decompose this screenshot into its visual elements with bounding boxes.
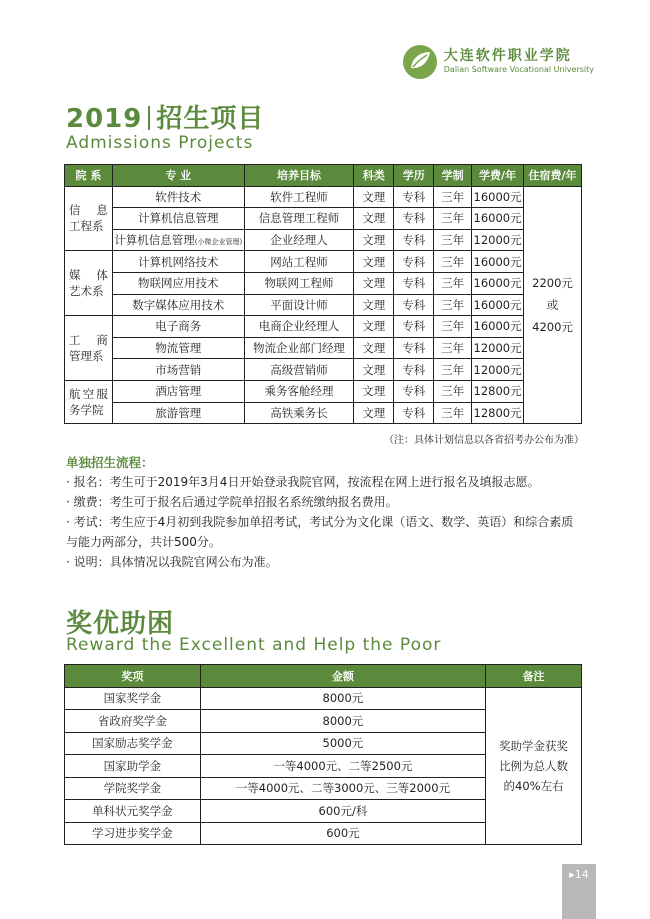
award-cell: 国家助学金 (65, 755, 201, 778)
admissions-table (64, 164, 582, 424)
remark-cell (486, 687, 582, 845)
table-row (65, 402, 582, 424)
major-cell: 电子商务 (112, 316, 244, 338)
process-item: · 报名：考生可于2019年3月4日开始登录我院官网，按流程在网上进行报名及填报志愿。 (66, 475, 540, 489)
goal-cell: 软件工程师 (244, 186, 354, 208)
logo-chinese-name: 大连软件职业学院 (443, 48, 572, 64)
category-cell: 文理 (354, 186, 394, 208)
reward-table (64, 664, 582, 845)
degree-cell: 专科 (394, 402, 434, 424)
tuition-cell: 12000元 (472, 359, 524, 381)
amount-cell: 600元 (200, 822, 485, 845)
header-cell: 金额 (200, 665, 485, 688)
header-cell: 学制 (434, 165, 472, 187)
award-cell: 国家奖学金 (65, 687, 201, 710)
department-cell: 工 商 管理系 (65, 316, 113, 381)
table-header-row (65, 165, 582, 187)
process-item: · 说明：具体情况以我院官网公布为准。 (66, 555, 278, 569)
header-cell: 奖项 (65, 665, 201, 688)
header-cell: 培养目标 (244, 165, 354, 187)
amount-cell: 一等4000元、二等2500元 (200, 755, 485, 778)
duration-cell: 三年 (434, 272, 472, 294)
duration-cell: 三年 (434, 380, 472, 402)
table-row (65, 359, 582, 381)
table-row (65, 380, 582, 402)
duration-cell: 三年 (434, 402, 472, 424)
header-cell: 学历 (394, 165, 434, 187)
reward-title: 奖优助困 (66, 609, 175, 639)
reward-subtitle: Reward the Excellent and Help the Poor (66, 635, 442, 655)
goal-cell: 物联网工程师 (244, 272, 354, 294)
category-cell: 文理 (354, 359, 394, 381)
table-row (65, 687, 582, 710)
tuition-cell: 16000元 (472, 251, 524, 273)
table-row (65, 186, 582, 208)
duration-cell: 三年 (434, 208, 472, 230)
tuition-cell: 16000元 (472, 294, 524, 316)
tuition-cell: 16000元 (472, 272, 524, 294)
goal-cell: 高级营销师 (244, 359, 354, 381)
award-cell: 国家励志奖学金 (65, 732, 201, 755)
tuition-cell: 12800元 (472, 402, 524, 424)
duration-cell: 三年 (434, 186, 472, 208)
remark-line: 奖助学金获奖 (499, 738, 569, 753)
tuition-cell: 12800元 (472, 380, 524, 402)
degree-cell: 专科 (394, 186, 434, 208)
duration-cell: 三年 (434, 337, 472, 359)
major-cell: 计算机信息管理 (112, 208, 244, 230)
major-cell: 软件技术 (112, 186, 244, 208)
logo-english-name: Dalian Software Vocational University (443, 65, 594, 74)
category-cell: 文理 (354, 208, 394, 230)
amount-cell: 一等4000元、二等3000元、三等2000元 (200, 777, 485, 800)
table-row (65, 316, 582, 338)
award-cell: 省政府奖学金 (65, 710, 201, 733)
table-row (65, 251, 582, 273)
header-cell: 专 业 (112, 165, 244, 187)
goal-cell: 企业经理人 (244, 229, 354, 251)
tuition-cell: 12000元 (472, 337, 524, 359)
award-cell: 学习进步奖学金 (65, 822, 201, 845)
goal-cell: 物流企业部门经理 (244, 337, 354, 359)
award-cell: 学院奖学金 (65, 777, 201, 800)
degree-cell: 专科 (394, 337, 434, 359)
major-cell: 数字媒体应用技术 (112, 294, 244, 316)
category-cell: 文理 (354, 251, 394, 273)
table-row (65, 294, 582, 316)
remark-line: 比例为总人数 (499, 758, 569, 773)
lodging-or: 或 (546, 297, 559, 312)
major-cell: 物联网应用技术 (112, 272, 244, 294)
duration-cell: 三年 (434, 359, 472, 381)
remark-line: 的40%左右 (503, 778, 564, 793)
header-cell: 住宿费/年 (524, 165, 582, 187)
goal-cell: 网站工程师 (244, 251, 354, 273)
leaf-logo-icon (402, 44, 438, 80)
major-cell: 市场营销 (112, 359, 244, 381)
header-cell: 备注 (486, 665, 582, 688)
degree-cell: 专科 (394, 229, 434, 251)
goal-cell: 电商企业经理人 (244, 316, 354, 338)
process-item: · 考试：考生应于4月初到我院参加单招考试，考试分为文化课（语文、数学、英语）和综合素质与能力两部分，共计500分。 (66, 515, 574, 549)
table-note: （注：具体计划信息以各省招考办公布为准） (384, 435, 584, 446)
major-suffix: (小微企业管理) (194, 238, 243, 247)
college-logo (402, 44, 594, 80)
department-cell: 航空服 务学院 (65, 380, 113, 423)
department-cell: 信 息 工程系 (65, 186, 113, 251)
tuition-cell: 16000元 (472, 208, 524, 230)
category-cell: 文理 (354, 294, 394, 316)
category-cell: 文理 (354, 402, 394, 424)
admissions-subtitle: Admissions Projects (66, 133, 254, 153)
lodging-cell (524, 186, 582, 424)
category-cell: 文理 (354, 337, 394, 359)
admissions-title-text: 招生项目 (156, 104, 265, 134)
tuition-cell: 16000元 (472, 316, 524, 338)
amount-cell: 8000元 (200, 710, 485, 733)
degree-cell: 专科 (394, 380, 434, 402)
degree-cell: 专科 (394, 294, 434, 316)
lodging-option: 4200元 (532, 319, 573, 334)
goal-cell: 乘务客舱经理 (244, 380, 354, 402)
goal-cell: 平面设计师 (244, 294, 354, 316)
category-cell: 文理 (354, 229, 394, 251)
amount-cell: 600元/科 (200, 800, 485, 823)
amount-cell: 8000元 (200, 687, 485, 710)
header-cell: 学费/年 (472, 165, 524, 187)
page-number-tab: ▸14 (562, 864, 596, 919)
title-divider (148, 106, 150, 130)
table-header-row (65, 665, 582, 688)
table-row (65, 229, 582, 251)
goal-cell: 高铁乘务长 (244, 402, 354, 424)
major-cell: 旅游管理 (112, 402, 244, 424)
process-title: 单独招生流程： (66, 455, 154, 470)
process-item: · 缴费：考生可于报名后通过学院单招报名系统缴纳报名费用。 (66, 495, 398, 509)
tuition-cell: 16000元 (472, 186, 524, 208)
table-row (65, 208, 582, 230)
degree-cell: 专科 (394, 272, 434, 294)
duration-cell: 三年 (434, 316, 472, 338)
admissions-title (66, 98, 264, 135)
degree-cell: 专科 (394, 359, 434, 381)
major-cell (112, 229, 244, 251)
degree-cell: 专科 (394, 251, 434, 273)
degree-cell: 专科 (394, 208, 434, 230)
table-row (65, 337, 582, 359)
category-cell: 文理 (354, 380, 394, 402)
lodging-option: 2200元 (532, 275, 573, 290)
category-cell: 文理 (354, 272, 394, 294)
major-cell: 计算机网络技术 (112, 251, 244, 273)
tuition-cell: 12000元 (472, 229, 524, 251)
department-cell: 媒 体 艺术系 (65, 251, 113, 316)
award-cell: 单科状元奖学金 (65, 800, 201, 823)
category-cell: 文理 (354, 316, 394, 338)
goal-cell: 信息管理工程师 (244, 208, 354, 230)
degree-cell: 专科 (394, 316, 434, 338)
duration-cell: 三年 (434, 229, 472, 251)
duration-cell: 三年 (434, 294, 472, 316)
duration-cell: 三年 (434, 251, 472, 273)
amount-cell: 5000元 (200, 732, 485, 755)
process-list (66, 472, 584, 572)
major-cell: 物流管理 (112, 337, 244, 359)
header-cell: 科类 (354, 165, 394, 187)
admissions-title-year: 2019 (66, 104, 143, 134)
header-cell: 院 系 (65, 165, 113, 187)
table-row (65, 272, 582, 294)
major-name: 计算机信息管理 (114, 233, 195, 248)
major-cell: 酒店管理 (112, 380, 244, 402)
